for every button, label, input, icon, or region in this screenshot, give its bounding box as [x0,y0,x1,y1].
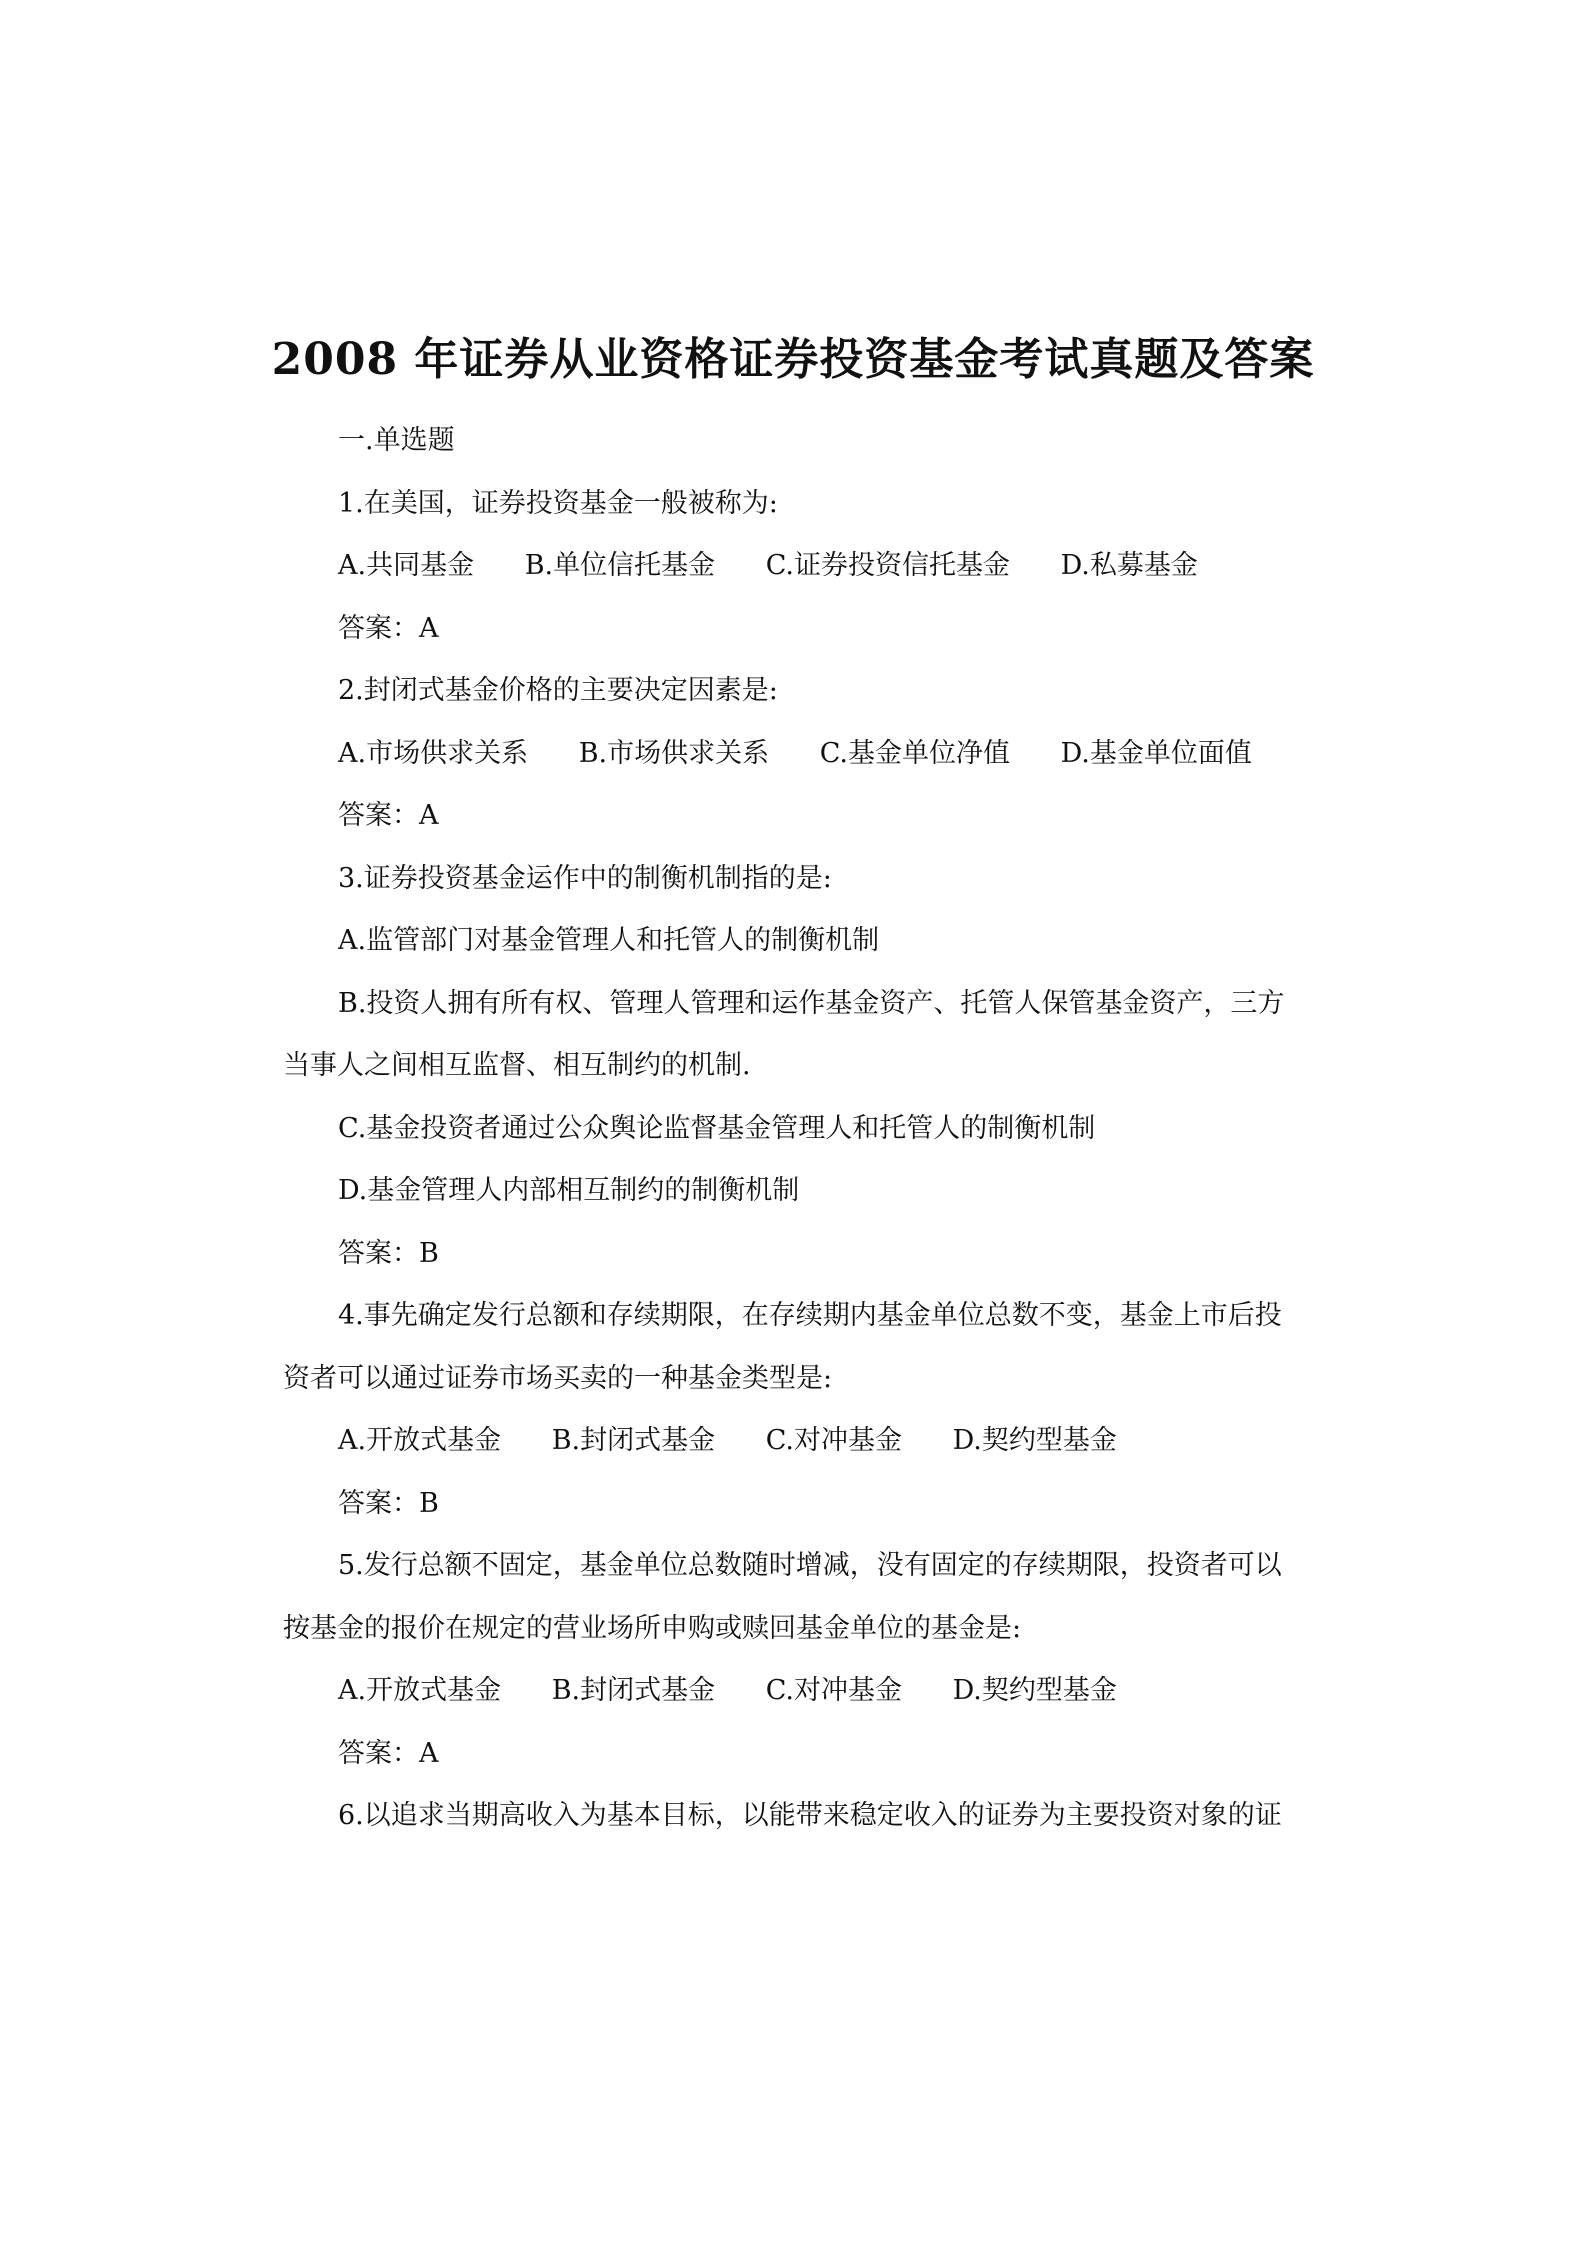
question-5-options [283,1660,1323,1723]
question-4-options [283,1410,1323,1473]
question-5-option-b: B.封闭式基金 [551,1675,716,1706]
question-3-option-d: D.基金管理人内部相互制约的制衡机制 [338,1175,800,1206]
question-4-option-c: C.对冲基金 [765,1425,902,1456]
question-1-option-c: C.证券投资信托基金 [765,550,1010,581]
document-body [283,410,1323,1848]
question-3-option-a: A.监管部门对基金管理人和托管人的制衡机制 [338,925,880,956]
question-3-option-b-line1: B.投资人拥有所有权、管理人管理和运作基金资产、托管人保管基金资产，三方 [338,987,1285,1019]
question-4-text-line2: 资者可以通过证券市场买卖的一种基金类型是: [283,1362,833,1394]
question-2-answer: 答案：A [338,800,439,831]
question-1-text: 1.在美国，证券投资基金一般被称为: [338,487,778,519]
question-4-text-line1: 4.事先确定发行总额和存续期限，在存续期内基金单位总数不变，基金上市后投 [338,1300,1282,1331]
question-4-option-a: A.开放式基金 [338,1425,502,1456]
question-2-option-d: D.基金单位面值 [1060,737,1252,769]
question-2-option-a: A.市场供求关系 [338,737,529,769]
question-1-answer: 答案：A [338,612,439,644]
question-5-option-d: D.契约型基金 [952,1675,1117,1706]
question-1-option-d: D.私募基金 [1060,550,1198,581]
question-3-option-b-line2: 当事人之间相互监督、相互制约的机制. [283,1050,751,1081]
question-2-option-c: C.基金单位净值 [819,737,1010,769]
question-1-options [283,535,1323,598]
question-2-options [283,723,1323,786]
question-4-option-d: D.契约型基金 [952,1425,1117,1456]
question-4-answer: 答案：B [338,1487,439,1519]
section-heading: 一.单选题 [338,425,455,456]
question-2-option-b: B.市场供求关系 [578,737,770,769]
question-3-text: 3.证券投资基金运作中的制衡机制指的是: [338,862,832,894]
question-5-text-line2: 按基金的报价在规定的营业场所申购或赎回基金单位的基金是: [283,1612,1022,1644]
question-5-option-a: A.开放式基金 [338,1675,502,1706]
question-5-answer: 答案：A [338,1737,439,1769]
question-3-answer: 答案：B [338,1237,439,1269]
question-4-option-b: B.封闭式基金 [551,1425,716,1456]
question-1-option-a: A.共同基金 [338,550,475,581]
question-2-text: 2.封闭式基金价格的主要决定因素是: [338,675,778,706]
question-6-text-line1: 6.以追求当期高收入为基本目标，以能带来稳定收入的证券为主要投资对象的证 [338,1800,1282,1831]
question-5-option-c: C.对冲基金 [765,1675,902,1706]
question-5-text-line1: 5.发行总额不固定，基金单位总数随时增减，没有固定的存续期限，投资者可以 [338,1550,1282,1581]
document-title: 2008 年证券从业资格证券投资基金考试真题及答案 [271,334,1315,385]
question-3-option-c: C.基金投资者通过公众舆论监督基金管理人和托管人的制衡机制 [338,1112,1096,1144]
question-1-option-b: B.单位信托基金 [524,550,716,581]
